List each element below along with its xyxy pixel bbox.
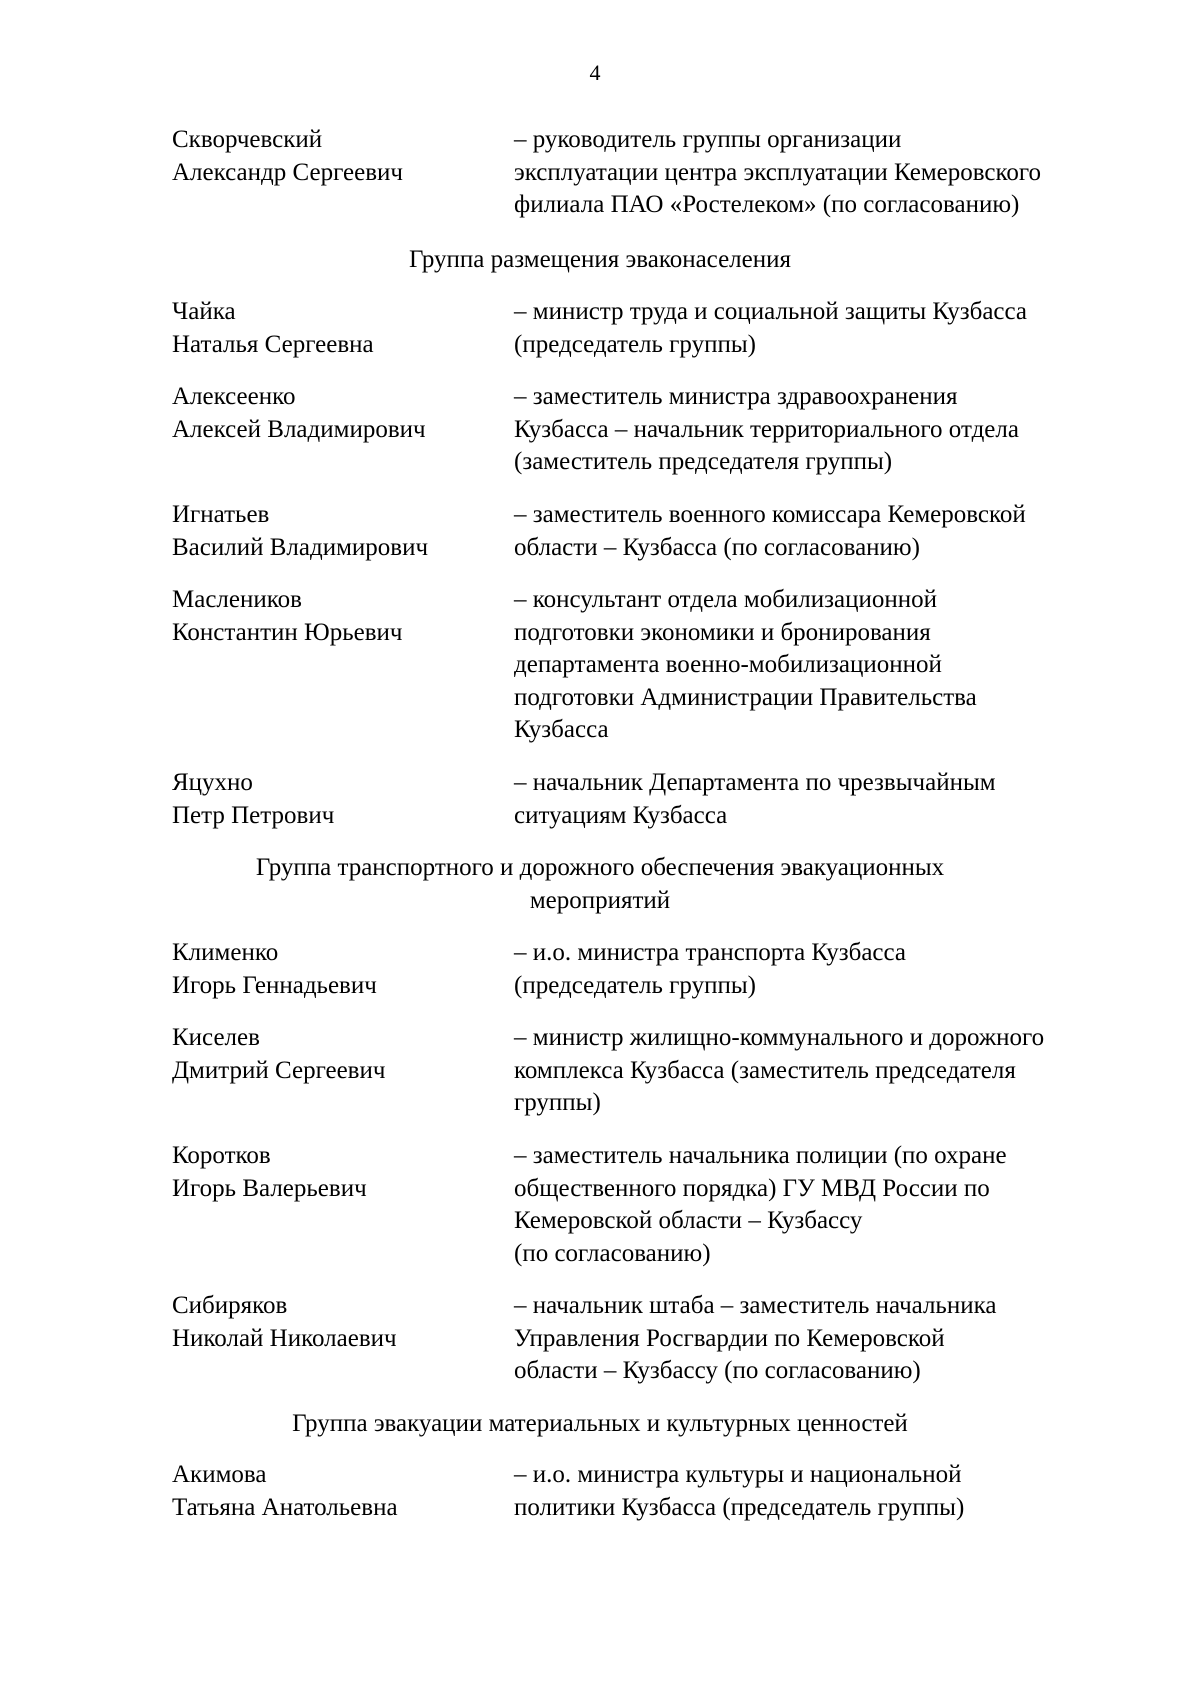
- member-name: Сибиряков Николай Николаевич: [172, 1292, 397, 1352]
- member-name: Чайка Наталья Сергеевна: [172, 298, 374, 358]
- group-heading-cultural-values: Группа эвакуации материальных и культурных ценностей: [292, 1410, 908, 1437]
- member-role: – и.о. министра культуры и национальной политики Кузбасса (председатель группы): [514, 1461, 965, 1521]
- group-heading-transport-support: Группа транспортного и дорожного обеспечения эвакуационных мероприятий: [255, 854, 945, 914]
- member-role: – министр жилищно-коммунального и дорожного комплекса Кузбасса (заместитель председателя группы): [514, 1024, 1045, 1116]
- member-role: – начальник Департамента по чрезвычайным ситуациям Кузбасса: [514, 769, 996, 829]
- member-role: – консультант отдела мобилизационной подготовки экономики и бронирования департамента военно-мобилизационной подготовки Администрации Правительства Кузбасса: [514, 586, 977, 743]
- member-name: Алексеенко Алексей Владимирович: [172, 383, 426, 443]
- page-number: 4: [589, 60, 601, 85]
- member-role: – министр труда и социальной защиты Кузбасса (председатель группы): [514, 298, 1028, 358]
- member-role: – начальник штаба – заместитель начальника Управления Росгвардии по Кемеровской области – Кузбассу (по согласованию): [514, 1292, 997, 1384]
- member-name: Яцухно Петр Петрович: [172, 769, 335, 829]
- member-name: Киселев Дмитрий Сергеевич: [172, 1024, 386, 1084]
- member-role: – заместитель министра здравоохранения Кузбасса – начальник территориального отдела (заместитель председателя группы): [514, 383, 1019, 475]
- member-name: Маслеников Константин Юрьевич: [172, 586, 403, 646]
- member-name: Скворчевский Александр Сергеевич: [172, 126, 403, 186]
- member-name: Коротков Игорь Валерьевич: [172, 1142, 367, 1202]
- member-name: Клименко Игорь Геннадьевич: [172, 939, 377, 999]
- group-heading-evacuee-placement: Группа размещения эваконаселения: [408, 246, 792, 273]
- member-role: – руководитель группы организации эксплуатации центра эксплуатации Кемеровского филиала ПАО «Ростелеком» (по согласованию): [514, 126, 1042, 218]
- member-role: – заместитель военного комиссара Кемеровской области – Кузбасса (по согласованию): [514, 501, 1026, 561]
- member-role: – и.о. министра транспорта Кузбасса (председатель группы): [514, 939, 907, 999]
- member-role: – заместитель начальника полиции (по охране общественного порядка) ГУ МВД России по Кемеровской области – Кузбассу (по согласованию): [514, 1142, 1007, 1267]
- member-name: Игнатьев Василий Владимирович: [172, 501, 429, 561]
- member-name: Акимова Татьяна Анатольевна: [172, 1461, 398, 1521]
